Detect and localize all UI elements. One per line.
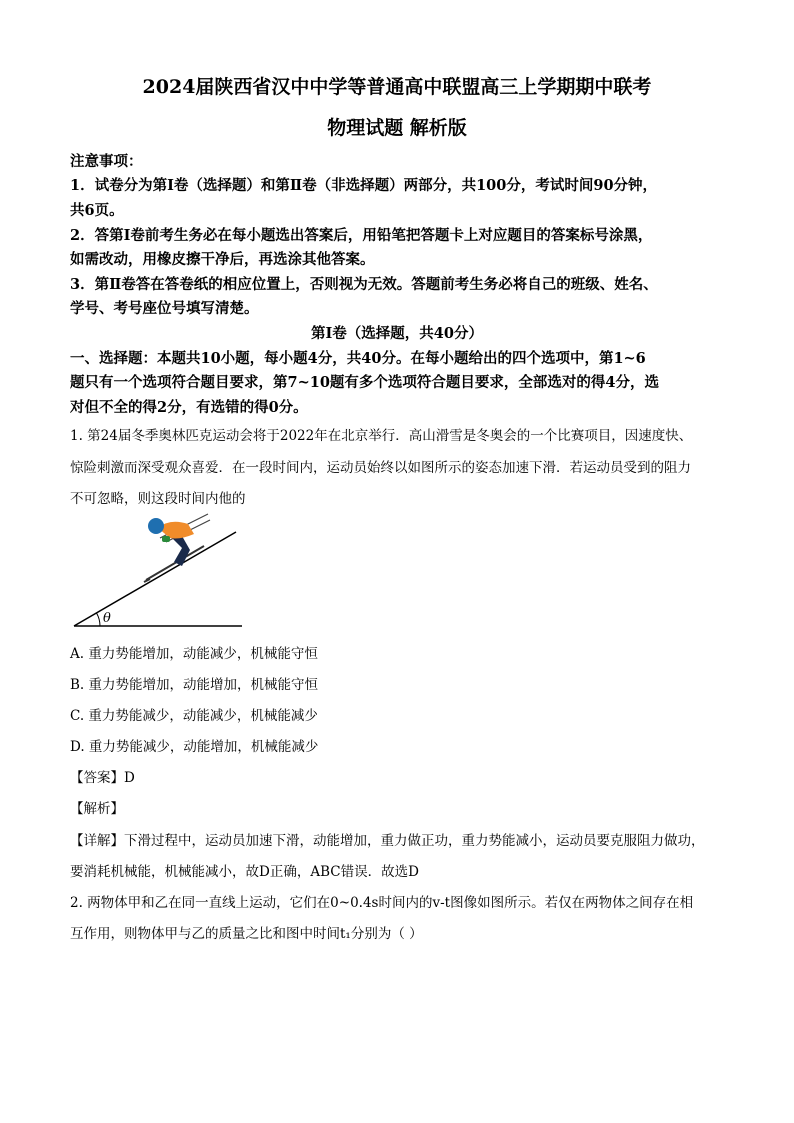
section-instructions-3: 对但不全的得2分，有选错的得0分。 (70, 399, 308, 416)
notice-item-1: 1．试卷分为第Ⅰ卷（选择题）和第Ⅱ卷（非选择题）两部分，共100分，考试时间90分钟， (70, 177, 658, 194)
notice-item-3: 3．第Ⅱ卷答在答卷纸的相应位置上，否则视为无效。答题前考生务必将自己的班级、姓名、 (70, 276, 658, 293)
skier-slope-figure (70, 510, 250, 632)
detail-line-2: 要消耗机械能，机械能减小，故D正确，ABC错误．故选D (70, 864, 419, 880)
question-2-stem-2: 互作用，则物体甲与乙的质量之比和图中时间t₁分别为（ ） (70, 926, 423, 942)
document-subtitle: 物理试题 解析版 (327, 117, 467, 139)
slope-line (74, 532, 236, 626)
option-c: C. 重力势能减少，动能减少，机械能减少 (70, 708, 318, 724)
skier-glove (162, 536, 170, 542)
question-1-stem-2: 惊险刺激而深受观众喜爱．在一段时间内，运动员始终以如图所示的姿态加速下滑．若运动员受到的阻力 (70, 460, 691, 476)
document-title: 2024届陕西省汉中中学等普通高中联盟高三上学期期中联考 (142, 76, 652, 98)
analysis-heading: 【解析】 (70, 801, 124, 817)
question-1-stem-3: 不可忽略，则这段时间内他的 (70, 491, 246, 507)
skier-helmet (148, 518, 164, 534)
notice-item-2: 2．答第Ⅰ卷前考生务必在每小题选出答案后，用铅笔把答题卡上对应题目的答案标号涂黑， (70, 227, 653, 244)
answer-line: 【答案】D (70, 770, 135, 786)
section-instructions-2: 题只有一个选项符合题目要求，第7~10题有多个选项符合题目要求，全部选对的得4分，选 (70, 374, 660, 391)
notice-item-2-cont: 如需改动，用橡皮擦干净后，再选涂其他答案。 (70, 251, 375, 268)
option-d: D. 重力势能减少，动能增加，机械能减少 (70, 739, 319, 755)
detail-line-1: 【详解】下滑过程中，运动员加速下滑，动能增加，重力做正功，重力势能减小，运动员要克服阻力做功， (70, 833, 705, 849)
angle-arc (97, 613, 101, 626)
angle-label: θ (103, 611, 111, 626)
option-b: B. 重力势能增加，动能增加，机械能守恒 (70, 677, 319, 693)
question-2-stem-1: 2. 两物体甲和乙在同一直线上运动，它们在0~0.4s时间内的v-t图像如图所示。若仅在两物体之间存在相 (70, 895, 694, 911)
notice-heading: 注意事项： (70, 153, 143, 170)
skier-pants (170, 536, 190, 566)
section-instructions-1: 一、选择题：本题共10小题，每小题4分，共40分。在每小题给出的四个选项中，第1~6 (70, 350, 646, 367)
question-1-stem-1: 1. 第24届冬季奥林匹克运动会将于2022年在北京举行．高山滑雪是冬奥会的一个比赛项目，因速度快、 (70, 428, 693, 444)
notice-item-3-cont: 学号、考号座位号填写清楚。 (70, 300, 259, 317)
ski (146, 546, 204, 580)
option-a: A. 重力势能增加，动能减少，机械能守恒 (70, 646, 318, 662)
section-title: 第Ⅰ卷（选择题，共40分） (311, 325, 483, 342)
notice-item-1-cont: 共6页。 (70, 202, 124, 219)
